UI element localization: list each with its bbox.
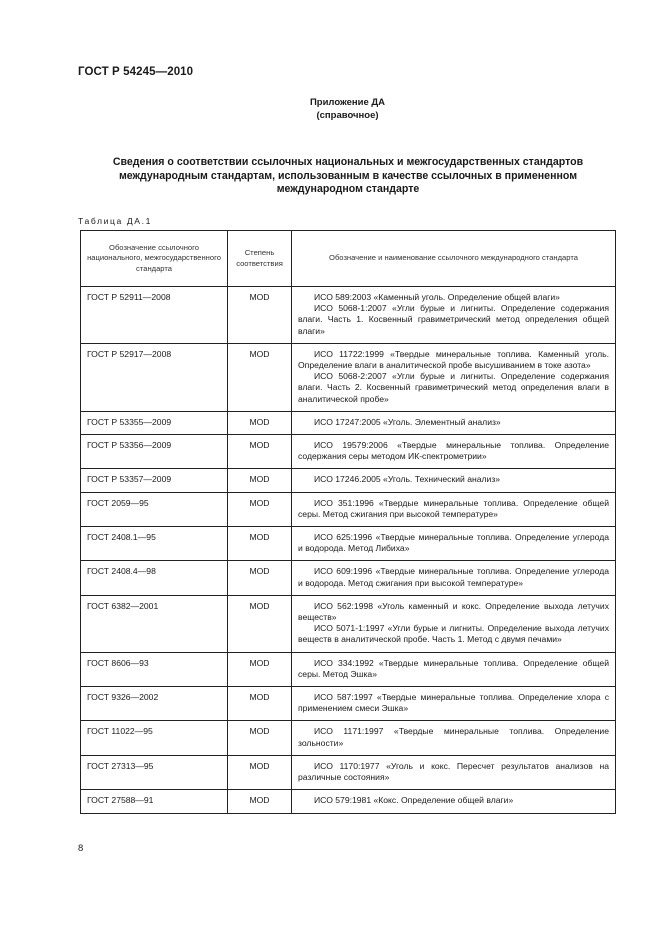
degree-cell: MOD	[228, 469, 292, 492]
standard-line: ИСО 609:1996 «Твердые минеральные топлива. Определение углерода и водорода. Метод сжигания при высокой температуре»	[298, 566, 609, 588]
standard-line: ИСО 351:1996 «Твердые минеральные топлива. Определение общей серы. Метод сжигания при высокой температуре»	[298, 497, 609, 519]
national-standard-cell: ГОСТ 6382—2001	[81, 595, 228, 652]
national-standard-cell: ГОСТ 27313—95	[81, 755, 228, 789]
appendix-header	[0, 96, 661, 122]
standard-line: ИСО 334:1992 «Твердые минеральные топлива. Определение общей серы. Метод Эшка»	[298, 657, 609, 679]
national-standard-cell: ГОСТ Р 53355—2009	[81, 411, 228, 434]
appendix-subtitle: (справочное)	[316, 110, 379, 121]
international-standard-cell	[292, 527, 616, 561]
table-row	[81, 343, 616, 411]
table-caption: Таблица ДА.1	[78, 216, 153, 226]
standard-line: ИСО 17246.2005 «Уголь. Технический анализ»	[314, 474, 501, 485]
section-heading: Сведения о соответствии ссылочных национальных и межгосударственных стандартов международным стандартам, использованным в качестве ссылочных в примененном международном стандарте	[112, 156, 584, 196]
header-degree: Степень соответствия	[228, 231, 292, 287]
degree-cell: MOD	[228, 755, 292, 789]
degree-cell: MOD	[228, 287, 292, 344]
degree-cell: MOD	[228, 721, 292, 755]
standard-line: ИСО 589:2003 «Каменный уголь. Определение общей влаги»	[314, 292, 560, 302]
degree-cell: MOD	[228, 790, 292, 813]
standard-line: ИСО 11722:1999 «Твердые минеральные топлива. Каменный уголь. Определение влаги в аналитической пробе высушиванием в токе азота»	[298, 348, 609, 371]
international-standard-cell	[292, 790, 616, 813]
table-row	[81, 469, 616, 492]
degree-cell: MOD	[228, 652, 292, 686]
international-standard-cell	[292, 492, 616, 526]
degree-cell: MOD	[228, 492, 292, 526]
header-international-standard: Обозначение и наименование ссылочного международного стандарта	[292, 231, 616, 287]
degree-cell: MOD	[228, 561, 292, 595]
national-standard-cell: ГОСТ 9326—2002	[81, 687, 228, 721]
standard-line: ИСО 5068-1:2007 «Угли бурые и лигниты. Определение содержания влаги. Часть 1. Косвенный гравиметрический метод определения общей влаги»	[298, 303, 609, 336]
international-standard-cell	[292, 561, 616, 595]
standard-line: ИСО 1171:1997 «Твердые минеральные топлива. Определение зольности»	[298, 726, 609, 748]
degree-cell: MOD	[228, 343, 292, 411]
national-standard-cell: ГОСТ 2408.4—98	[81, 561, 228, 595]
national-standard-cell: ГОСТ 2059—95	[81, 492, 228, 526]
table-row	[81, 287, 616, 344]
document-code: ГОСТ Р 54245—2010	[78, 66, 194, 78]
standard-line: ИСО 17247:2005 «Уголь. Элементный анализ»	[314, 416, 501, 427]
standard-line: ИСО 587:1997 «Твердые минеральные топлива. Определение хлора с применением смеси Эшка»	[298, 692, 609, 714]
standard-line: ИСО 19579:2006 «Твердые минеральные топлива. Определение содержания серы методом ИК-спектрометрии»	[298, 440, 609, 462]
national-standard-cell: ГОСТ 8606—93	[81, 652, 228, 686]
standard-line: ИСО 5071-1:1997 «Угли бурые и лигниты. Определение выхода летучих веществ в аналитической пробе. Часть 1. Метод с двумя печами»	[298, 623, 609, 645]
standard-line: ИСО 625:1996 «Твердые минеральные топлива. Определение углерода и водорода. Метод Либиха»	[298, 532, 609, 554]
international-standard-cell	[292, 687, 616, 721]
degree-cell: MOD	[228, 595, 292, 652]
international-standard-cell	[292, 652, 616, 686]
international-standard-cell	[292, 595, 616, 652]
table-row	[81, 652, 616, 686]
degree-cell: MOD	[228, 687, 292, 721]
international-standard-cell	[292, 343, 616, 411]
page-number: 8	[78, 843, 84, 854]
national-standard-cell: ГОСТ Р 53357—2009	[81, 469, 228, 492]
table-row	[81, 561, 616, 595]
standard-line: ИСО 562:1998 «Уголь каменный и кокс. Определение выхода летучих веществ»	[298, 600, 609, 623]
table-row	[81, 721, 616, 755]
national-standard-cell: ГОСТ 2408.1—95	[81, 527, 228, 561]
international-standard-cell	[292, 287, 616, 344]
international-standard-cell	[292, 469, 616, 492]
degree-cell: MOD	[228, 411, 292, 434]
table-row	[81, 755, 616, 789]
table-row	[81, 790, 616, 813]
table-row	[81, 595, 616, 652]
national-standard-cell: ГОСТ Р 53356—2009	[81, 435, 228, 469]
table-body	[81, 287, 616, 814]
degree-cell: MOD	[228, 435, 292, 469]
header-national-standard: Обозначение ссылочного национального, межгосударственного стандарта	[81, 231, 228, 287]
table-header-row	[81, 231, 616, 287]
table-row	[81, 492, 616, 526]
standard-line: ИСО 1170:1977 «Уголь и кокс. Пересчет результатов анализов на различные состояния»	[298, 760, 609, 783]
standard-line: ИСО 579:1981 «Кокс. Определение общей влаги»	[314, 795, 514, 806]
table-row	[81, 411, 616, 434]
international-standard-cell	[292, 755, 616, 789]
correspondence-table	[80, 230, 616, 814]
national-standard-cell: ГОСТ 27588—91	[81, 790, 228, 813]
table-row	[81, 687, 616, 721]
international-standard-cell	[292, 411, 616, 434]
standard-line: ИСО 5068-2:2007 «Угли бурые и лигниты. Определение содержания влаги. Часть 2. Косвенный гравиметрический метод определения влаги в аналитической пробе»	[298, 371, 609, 404]
table-row	[81, 527, 616, 561]
degree-cell: MOD	[228, 527, 292, 561]
international-standard-cell	[292, 435, 616, 469]
appendix-title: Приложение ДА	[309, 97, 386, 108]
national-standard-cell: ГОСТ Р 52917—2008	[81, 343, 228, 411]
international-standard-cell	[292, 721, 616, 755]
table-row	[81, 435, 616, 469]
national-standard-cell: ГОСТ 11022—95	[81, 721, 228, 755]
national-standard-cell: ГОСТ Р 52911—2008	[81, 287, 228, 344]
